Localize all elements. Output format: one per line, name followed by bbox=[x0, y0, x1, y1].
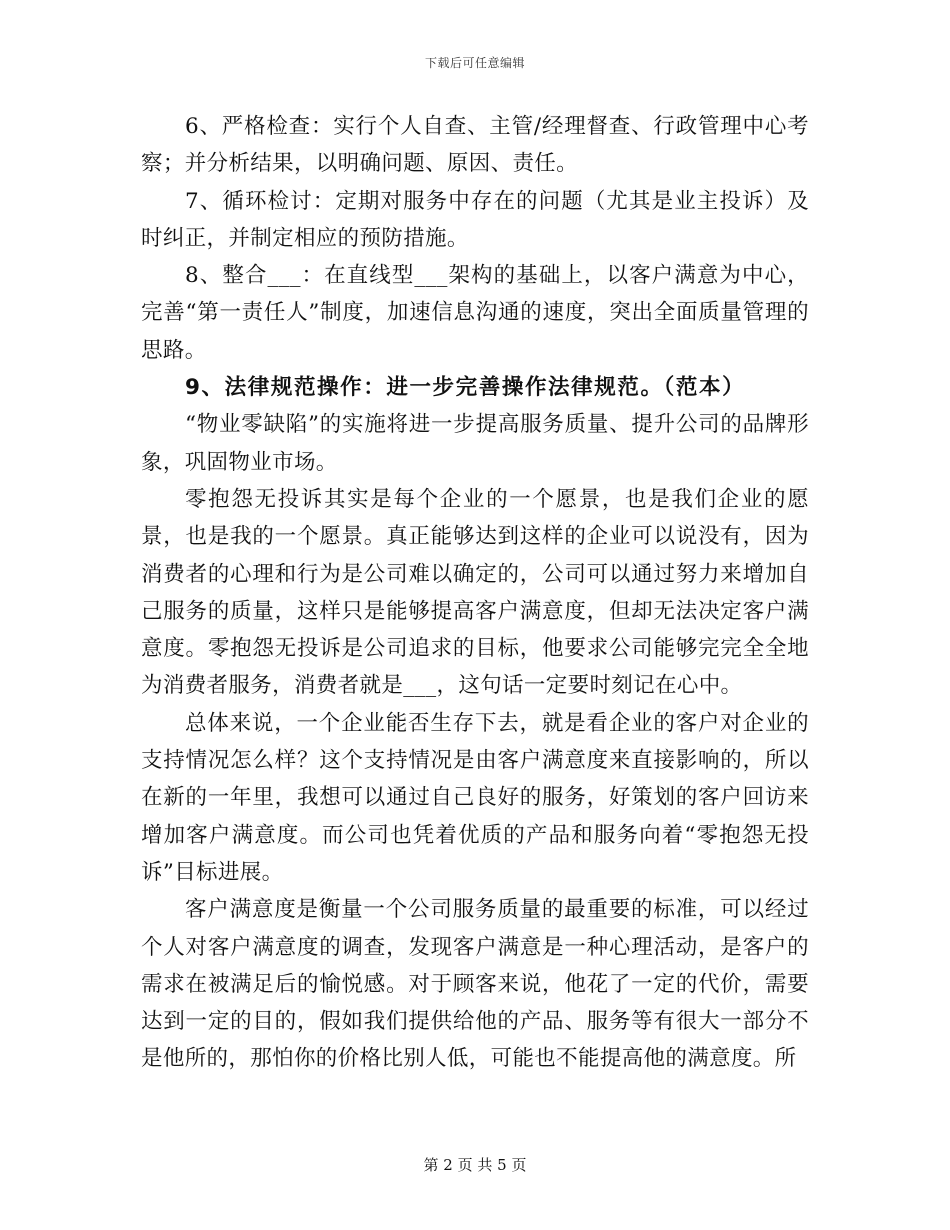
paragraph-item-8: 8、整合___：在直线型___架构的基础上，以客户满意为中心，完善“第一责任人”制度，加速信息沟通的速度，突出全面质量管理的思路。 bbox=[141, 263, 809, 363]
document-body bbox=[141, 108, 809, 1078]
paragraph-zero-complaint: 零抱怨无投诉其实是每个企业的一个愿景，也是我们企业的愿景，也是我的一个愿景。真正能够达到这样的企业可以说没有，因为消费者的心理和行为是公司难以确定的，公司可以通过努力来增加自己服务的质量，这样只是能够提高客户满意度，但却无法决定客户满意度。零抱怨无投诉是公司追求的目标，他要求公司能够完完全全地为消费者服务，消费者就是___，这句话一定要时刻记在心中。 bbox=[141, 486, 809, 699]
paragraph-item-7: 7、循环检讨：定期对服务中存在的问题（尤其是业主投诉）及时纠正，并制定相应的预防措施。 bbox=[141, 188, 809, 251]
paragraph-summary: 总体来说，一个企业能否生存下去，就是看企业的客户对企业的支持情况怎么样？这个支持情况是由客户满意度来直接影响的，所以在新的一年里，我想可以通过自己良好的服务，好策划的客户回访来增加客户满意度。而公司也凭着优质的产品和服务向着“零抱怨无投诉”目标进展。 bbox=[141, 710, 809, 885]
page-header: 下载后可任意编辑 bbox=[424, 56, 525, 70]
page-footer: 第 2 页 共 5 页 bbox=[423, 1156, 527, 1174]
paragraph-satisfaction: 客户满意度是衡量一个公司服务质量的最重要的标准，可以经过个人对客户满意度的调查，发现客户满意是一种心理活动，是客户的需求在被满足后的愉悦感。对于顾客来说，他花了一定的代价，需要达到一定的目的，假如我们提供给他的产品、服务等有很大一部分不是他所的，那怕你的价格比别人低，可能也不能提高他的满意度。所 bbox=[141, 897, 809, 1072]
paragraph-zero-defect: “物业零缺陷”的实施将进一步提高服务质量、提升公司的品牌形象，巩固物业市场。 bbox=[141, 412, 809, 475]
paragraph-item-6: 6、严格检查：实行个人自查、主管/经理督查、行政管理中心考察；并分析结果，以明确问题、原因、责任。 bbox=[141, 114, 809, 177]
paragraph-item-9-heading: 9、法律规范操作：进一步完善操作法律规范。（范本） bbox=[185, 375, 746, 401]
